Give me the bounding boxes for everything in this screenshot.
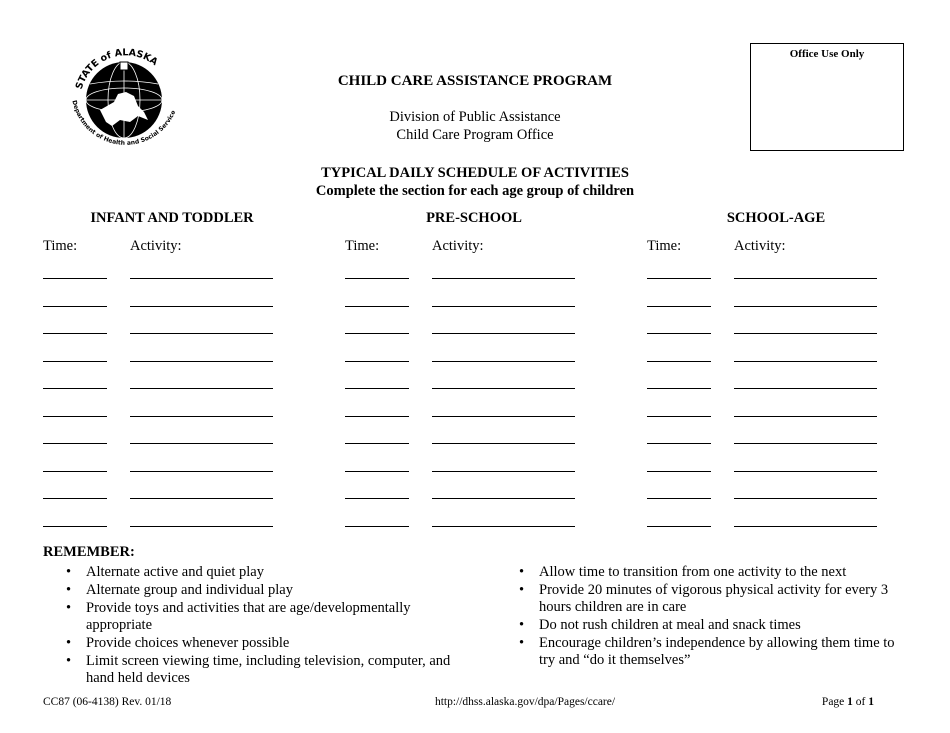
activity-blank-line[interactable] [734, 471, 877, 472]
activity-blank-line[interactable] [734, 526, 877, 527]
time-blank-line[interactable] [43, 333, 107, 334]
list-item: • Encourage children’s independence by allowing them time to try and “do it themselves” [517, 635, 907, 669]
list-item: • Provide 20 minutes of vigorous physical activity for every 3 hours children are in care [517, 582, 907, 616]
page-of: of [855, 696, 866, 708]
page-total: 1 [868, 696, 874, 708]
remember-list-right [517, 564, 907, 670]
page-number [822, 696, 874, 708]
seal-bottom-text: Department of Health and Social Service [70, 99, 178, 147]
activity-blank-line[interactable] [130, 278, 273, 279]
time-blank-line[interactable] [647, 526, 711, 527]
activity-blank-line[interactable] [432, 361, 575, 362]
column-heading-pre-school: PRE-SCHOOL [426, 210, 522, 226]
time-blank-line[interactable] [345, 361, 409, 362]
activity-blank-line[interactable] [130, 388, 273, 389]
activity-label: Activity: [130, 238, 182, 254]
activity-blank-line[interactable] [130, 361, 273, 362]
time-blank-line[interactable] [43, 361, 107, 362]
activity-label: Activity: [734, 238, 786, 254]
list-item: • Provide choices whenever possible [64, 635, 464, 652]
time-blank-line[interactable] [345, 471, 409, 472]
footer-url: http://dhss.alaska.gov/dpa/Pages/ccare/ [434, 696, 616, 708]
activity-blank-line[interactable] [432, 526, 575, 527]
list-item: • Provide toys and activities that are age/developmentally appropriate [64, 600, 464, 634]
activity-blank-line[interactable] [734, 498, 877, 499]
activity-blank-line[interactable] [130, 526, 273, 527]
activity-blank-line[interactable] [130, 416, 273, 417]
time-blank-line[interactable] [43, 526, 107, 527]
time-blank-line[interactable] [345, 388, 409, 389]
remember-list-left [64, 564, 464, 688]
time-blank-line[interactable] [345, 333, 409, 334]
form-subtitle: Complete the section for each age group of children [315, 183, 635, 199]
time-blank-line[interactable] [647, 471, 711, 472]
activity-blank-line[interactable] [734, 278, 877, 279]
list-item: • Do not rush children at meal and snack times [517, 617, 907, 634]
activity-blank-line[interactable] [432, 471, 575, 472]
activity-blank-line[interactable] [130, 471, 273, 472]
time-blank-line[interactable] [647, 333, 711, 334]
time-blank-line[interactable] [43, 278, 107, 279]
time-blank-line[interactable] [345, 278, 409, 279]
activity-blank-line[interactable] [734, 306, 877, 307]
time-blank-line[interactable] [345, 526, 409, 527]
time-blank-line[interactable] [345, 416, 409, 417]
activity-blank-line[interactable] [432, 333, 575, 334]
activity-blank-line[interactable] [734, 443, 877, 444]
time-blank-line[interactable] [345, 498, 409, 499]
time-blank-line[interactable] [43, 443, 107, 444]
time-blank-line[interactable] [647, 416, 711, 417]
page-current: 1 [847, 696, 853, 708]
activity-blank-line[interactable] [734, 333, 877, 334]
activity-blank-line[interactable] [734, 416, 877, 417]
list-item: • Alternate active and quiet play [64, 564, 464, 581]
column-heading-school-age: SCHOOL-AGE [726, 210, 826, 226]
activity-blank-line[interactable] [734, 361, 877, 362]
time-blank-line[interactable] [43, 471, 107, 472]
time-blank-line[interactable] [647, 306, 711, 307]
activity-blank-line[interactable] [432, 416, 575, 417]
activity-blank-line[interactable] [130, 333, 273, 334]
activity-blank-line[interactable] [432, 388, 575, 389]
form-code: CC87 (06-4138) Rev. 01/18 [43, 696, 172, 708]
activity-blank-line[interactable] [432, 498, 575, 499]
time-label: Time: [43, 238, 78, 254]
list-item: • Limit screen viewing time, including television, computer, and hand held devices [64, 653, 464, 687]
time-label: Time: [345, 238, 380, 254]
time-blank-line[interactable] [43, 388, 107, 389]
activity-blank-line[interactable] [432, 443, 575, 444]
activity-blank-line[interactable] [734, 388, 877, 389]
form-title: TYPICAL DAILY SCHEDULE OF ACTIVITIES [321, 165, 629, 181]
time-blank-line[interactable] [647, 361, 711, 362]
time-blank-line[interactable] [647, 278, 711, 279]
time-blank-line[interactable] [43, 498, 107, 499]
list-item: • Alternate group and individual play [64, 582, 464, 599]
activity-blank-line[interactable] [130, 498, 273, 499]
office-use-box [750, 43, 904, 151]
remember-heading: REMEMBER: [43, 544, 135, 560]
activity-label: Activity: [432, 238, 484, 254]
activity-blank-line[interactable] [130, 306, 273, 307]
page-prefix: Page [821, 696, 845, 708]
time-blank-line[interactable] [647, 498, 711, 499]
seal-top-text: STATE of ALASKA [73, 47, 160, 91]
office-name: Child Care Program Office [396, 127, 554, 143]
time-blank-line[interactable] [345, 443, 409, 444]
time-blank-line[interactable] [647, 388, 711, 389]
program-title: CHILD CARE ASSISTANCE PROGRAM [337, 73, 613, 89]
office-use-label: Office Use Only [789, 48, 865, 60]
column-heading-infant-toddler: INFANT AND TODDLER [90, 210, 254, 226]
time-blank-line[interactable] [345, 306, 409, 307]
time-blank-line[interactable] [43, 416, 107, 417]
activity-blank-line[interactable] [432, 278, 575, 279]
time-blank-line[interactable] [43, 306, 107, 307]
list-item: • Allow time to transition from one activity to the next [517, 564, 907, 581]
division-name: Division of Public Assistance [389, 109, 561, 125]
activity-blank-line[interactable] [432, 306, 575, 307]
activity-blank-line[interactable] [130, 443, 273, 444]
time-blank-line[interactable] [647, 443, 711, 444]
time-label: Time: [647, 238, 682, 254]
